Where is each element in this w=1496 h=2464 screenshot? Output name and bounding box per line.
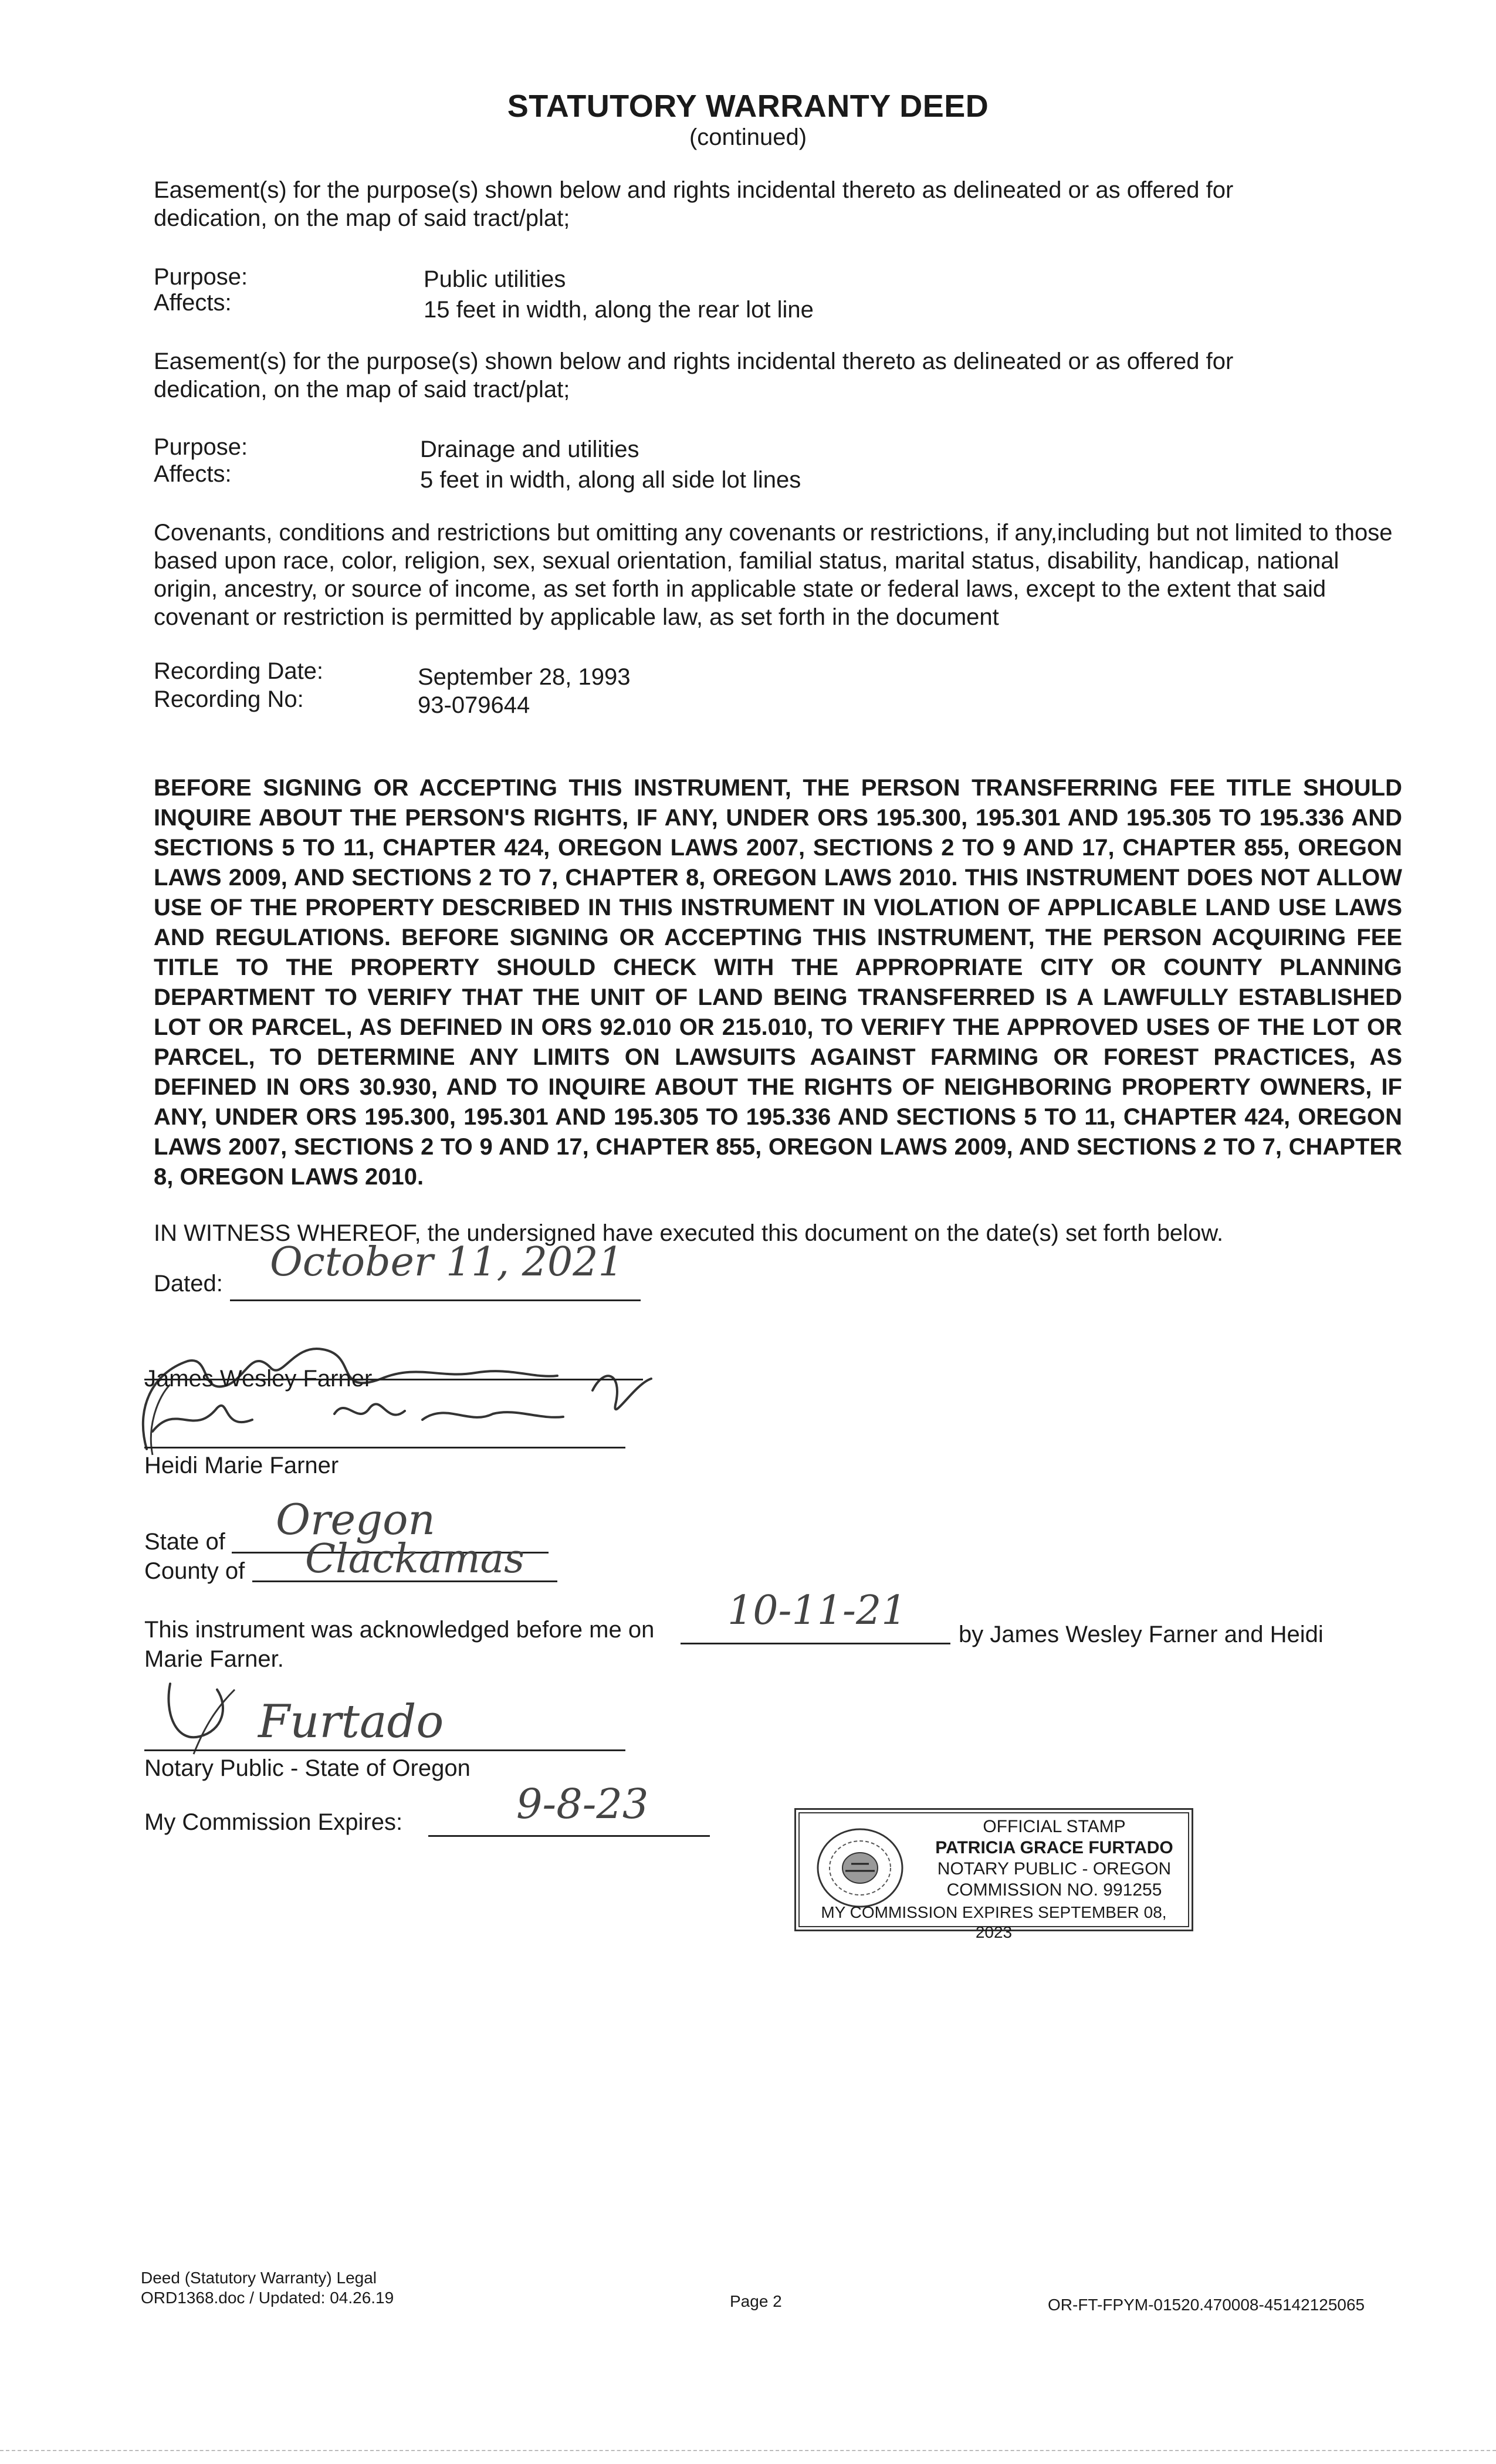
commission-line bbox=[428, 1835, 710, 1837]
easement-1-purpose-label: Purpose: bbox=[154, 264, 248, 290]
dated-line bbox=[230, 1299, 641, 1301]
scan-edge-line bbox=[0, 2450, 1496, 2451]
notary-label: Notary Public - State of Oregon bbox=[144, 1755, 471, 1781]
easement-1-purpose-value: Public utilities bbox=[424, 266, 566, 292]
recording-no-value: 93-079644 bbox=[418, 692, 530, 718]
stamp-line-1: OFFICIAL STAMP bbox=[983, 1817, 1126, 1836]
notary-signature-handwritten: Furtado bbox=[258, 1695, 444, 1748]
county-label: County of bbox=[144, 1558, 245, 1584]
dated-label: Dated: bbox=[154, 1271, 223, 1297]
recording-no-label: Recording No: bbox=[154, 686, 304, 712]
stamp-line-3: NOTARY PUBLIC - OREGON bbox=[937, 1859, 1172, 1879]
stamp-line-4: COMMISSION NO. 991255 bbox=[946, 1880, 1162, 1900]
state-seal-icon bbox=[810, 1824, 910, 1912]
ack-date-handwritten: 10-11-21 bbox=[727, 1588, 907, 1634]
easement-2-purpose-value: Drainage and utilities bbox=[420, 436, 639, 462]
commission-label: My Commission Expires: bbox=[144, 1809, 403, 1835]
witness-clause: IN WITNESS WHEREOF, the undersigned have executed this document on the date(s) set forth below. bbox=[154, 1220, 1224, 1246]
footer-left-line-2: ORD1368.doc / Updated: 04.26.19 bbox=[141, 2289, 394, 2307]
stamp-line-2: PATRICIA GRACE FURTADO bbox=[935, 1838, 1173, 1857]
footer-left-line-1: Deed (Statutory Warranty) Legal bbox=[141, 2269, 377, 2287]
easement-1-affects-label: Affects: bbox=[154, 290, 232, 316]
signer-1-name: James Wesley Farner bbox=[144, 1366, 373, 1392]
ack-date-line bbox=[681, 1643, 950, 1644]
signature-heidi-farner bbox=[141, 1385, 587, 1449]
footer-document-id: OR-FT-FPYM-01520.470008-45142125065 bbox=[1048, 2296, 1365, 2314]
recording-date-label: Recording Date: bbox=[154, 658, 324, 684]
recording-date-value: September 28, 1993 bbox=[418, 664, 631, 690]
county-handwritten: Clackamas bbox=[305, 1536, 525, 1582]
notary-signature-mark bbox=[158, 1672, 252, 1760]
signer-2-name: Heidi Marie Farner bbox=[144, 1453, 339, 1478]
easement-2-text: Easement(s) for the purpose(s) shown below and rights incidental thereto as delineated or as offered for dedication, on the map of said tract/plat; bbox=[154, 348, 1234, 402]
ack-suffix-2: Marie Farner. bbox=[144, 1646, 284, 1672]
easement-1-affects-value: 15 feet in width, along the rear lot line bbox=[424, 297, 814, 323]
official-stamp bbox=[794, 1808, 1193, 1941]
stamp-line-5: MY COMMISSION EXPIRES SEPTEMBER 08, 2023 bbox=[821, 1903, 1167, 1941]
notary-signature-line bbox=[144, 1749, 625, 1751]
document-title: STATUTORY WARRANTY DEED bbox=[507, 89, 989, 124]
easement-1-text: Easement(s) for the purpose(s) shown below and rights incidental thereto as delineated or as offered for dedication, on the map of said tract/plat; bbox=[154, 177, 1234, 231]
signer-2-line bbox=[144, 1447, 625, 1448]
easement-2-affects-label: Affects: bbox=[154, 461, 232, 487]
easement-2-purpose-label: Purpose: bbox=[154, 434, 248, 460]
dated-handwritten: October 11, 2021 bbox=[270, 1239, 624, 1285]
footer-page-number: Page 2 bbox=[730, 2292, 782, 2310]
statutory-warning: BEFORE SIGNING OR ACCEPTING THIS INSTRUMENT, THE PERSON TRANSFERRING FEE TITLE SHOULD INQUIRE ABOUT THE PERSON'S RIGHTS, IF ANY, UNDER ORS 195.300, 195.301 AND 195.305 TO 195.336 AND SECTIONS 5 TO 11, CHAPTER 424, OREGON LAWS 2007, SECTIONS 2 TO 9 AND 17, CHAPTER 855, OREGON LAWS 2009, AND SECTIONS 2 TO 7, CHAPTER 8, OREGON LAWS 2010. THIS INSTRUMENT DOES NOT ALLOW USE OF THE PROPERTY DESCRIBED IN THIS INSTRUMENT IN VIOLATION OF APPLICABLE LAND USE LAWS AND REGULATIONS. BEFORE SIGNING OR ACCEPTING THIS INSTRUMENT, THE PERSON ACQUIRING FEE TITLE TO THE PROPERTY SHOULD CHECK WITH THE APPROPRIATE CITY OR COUNTY PLANNING DEPARTMENT TO VERIFY THAT THE UNIT OF LAND BEING TRANSFERRED IS A LAWFULLY ESTABLISHED LOT OR PARCEL, AS DEFINED IN ORS 92.010 OR 215.010, TO VERIFY THE APPROVED USES OF THE LOT OR PARCEL, TO DETERMINE ANY LIMITS ON LAWSUITS AGAINST FARMING OR FOREST PRACTICES, AS DEFINED IN ORS 30.930, AND TO INQUIRE ABOUT THE RIGHTS OF NEIGHBORING PROPERTY OWNERS, IF ANY, UNDER ORS 195.300, 195.301 AND 195.305 TO 195.336 AND SECTIONS 5 TO 11, CHAPTER 424, OREGON LAWS 2007, SECTIONS 2 TO 9 AND 17, CHAPTER 855, OREGON LAWS 2009, AND SECTIONS 2 TO 7, CHAPTER 8, OREGON LAWS 2010. bbox=[154, 775, 1402, 1190]
document-subtitle: (continued) bbox=[689, 124, 807, 150]
ack-prefix: This instrument was acknowledged before me on bbox=[144, 1617, 655, 1643]
state-handwritten: Oregon bbox=[276, 1495, 435, 1544]
county-line bbox=[252, 1580, 557, 1582]
state-label: State of bbox=[144, 1529, 225, 1555]
commission-handwritten: 9-8-23 bbox=[516, 1780, 649, 1828]
covenants-text: Covenants, conditions and restrictions but omitting any covenants or restrictions, if any,including but not limited to those based upon race, color, religion, sex, sexual orientation, familial status, marital status, disability, handicap, national origin, ancestry, or source of income, as set forth in applicable state or federal laws, except to the extent that said covenant or restriction is permitted by applicable law, as set forth in the document bbox=[154, 520, 1393, 630]
ack-suffix-1: by James Wesley Farner and Heidi bbox=[959, 1622, 1324, 1647]
easement-2-affects-value: 5 feet in width, along all side lot lines bbox=[420, 467, 801, 493]
